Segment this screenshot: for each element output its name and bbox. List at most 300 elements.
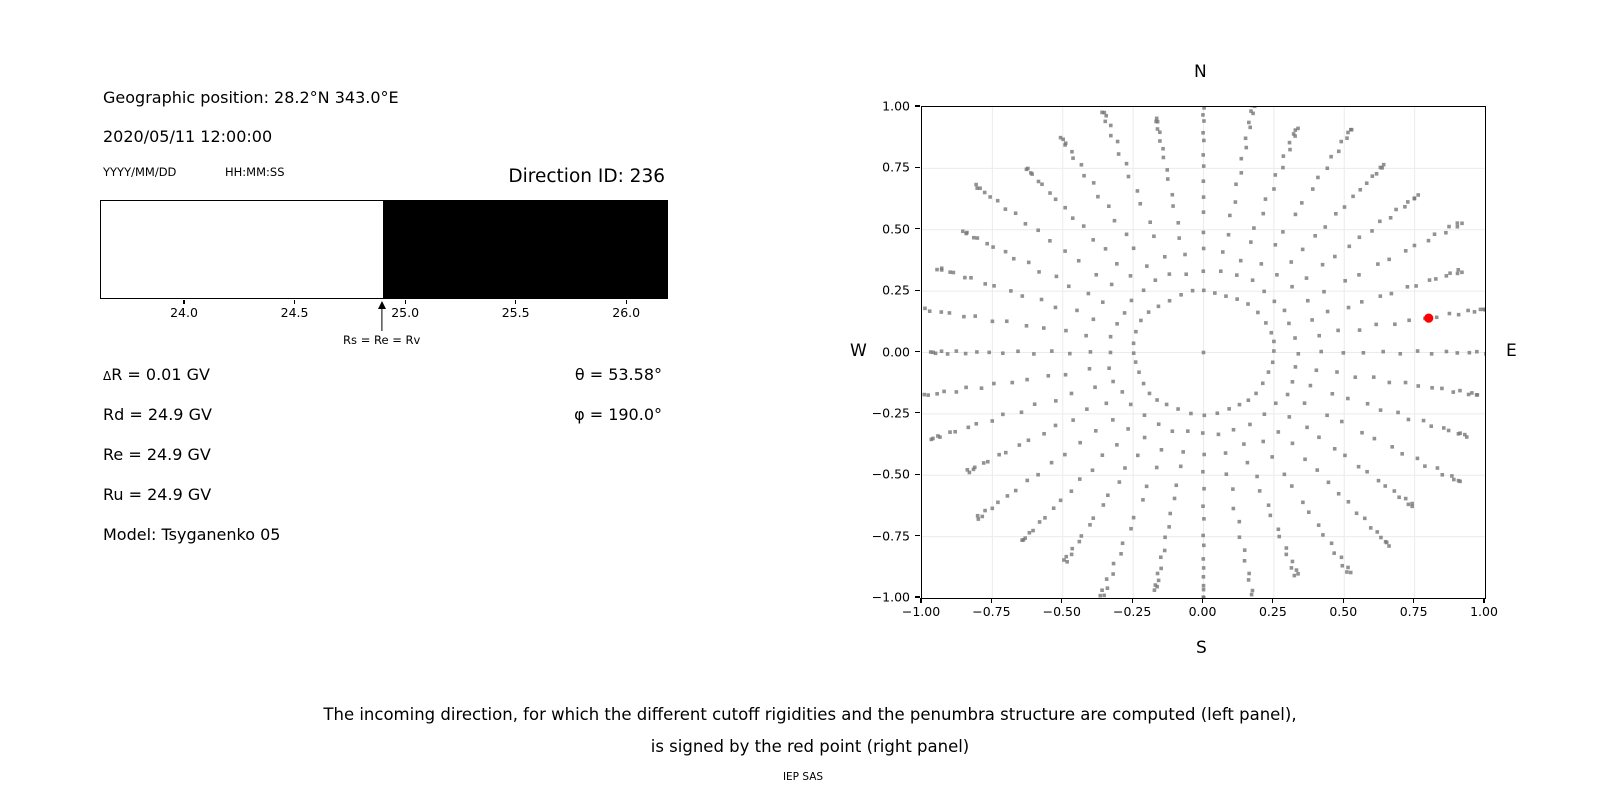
- penumbra-direction-dot: [1310, 318, 1314, 322]
- penumbra-direction-dot: [1244, 136, 1248, 140]
- penumbra-direction-dot: [1479, 308, 1483, 312]
- penumbra-direction-dot: [1174, 483, 1178, 487]
- penumbra-direction-dot: [1428, 278, 1432, 282]
- penumbra-direction-dot: [1288, 141, 1292, 145]
- y-tick-mark: [915, 596, 920, 597]
- penumbra-direction-dot: [1202, 139, 1206, 143]
- penumbra-direction-dot: [1202, 453, 1206, 457]
- penumbra-direction-dot: [1379, 294, 1383, 298]
- penumbra-direction-dot: [1109, 134, 1113, 138]
- penumbra-direction-dot: [1014, 211, 1018, 215]
- penumbra-direction-dot: [1416, 349, 1420, 353]
- penumbra-direction-dot: [1024, 222, 1028, 226]
- penumbra-direction-dot: [1381, 350, 1385, 354]
- penumbra-direction-dot: [1141, 498, 1145, 502]
- penumbra-direction-dot: [1112, 562, 1116, 566]
- penumbra-direction-dot: [1273, 300, 1277, 304]
- penumbra-direction-dot: [1005, 319, 1009, 323]
- penumbra-direction-dot: [1460, 270, 1464, 274]
- x-tick-label: −0.75: [972, 604, 1011, 619]
- penumbra-direction-dot: [1096, 195, 1100, 199]
- penumbra-direction-dot: [940, 349, 944, 353]
- penumbra-direction-dot: [967, 426, 971, 430]
- penumbra-direction-dot: [1373, 437, 1377, 441]
- penumbra-direction-dot: [1353, 375, 1357, 379]
- penumbra-direction-dot: [1078, 540, 1082, 544]
- penumbra-direction-dot: [983, 191, 987, 195]
- penumbra-direction-dot: [1092, 317, 1096, 321]
- direction-plot: [921, 106, 1486, 599]
- y-tick-label: −1.00: [871, 589, 910, 605]
- penumbra-direction-dot: [1272, 349, 1276, 353]
- penumbra-direction-dot: [1291, 380, 1295, 384]
- penumbra-direction-dot: [1396, 411, 1400, 415]
- penumbra-direction-dot: [1087, 292, 1091, 296]
- penumbra-direction-dot: [1243, 548, 1247, 552]
- penumbra-direction-dot: [1458, 431, 1462, 435]
- penumbra-direction-dot: [1376, 262, 1380, 266]
- penumbra-direction-dot: [1254, 392, 1258, 396]
- penumbra-direction-dot: [1264, 197, 1268, 201]
- penumbra-direction-dot: [1242, 442, 1246, 446]
- penumbra-direction-dot: [1001, 351, 1005, 355]
- penumbra-direction-dot: [1054, 306, 1058, 310]
- penumbra-direction-dot: [1036, 228, 1040, 232]
- penumbra-direction-dot: [1326, 310, 1330, 314]
- penumbra-direction-dot: [992, 382, 996, 386]
- penumbra-direction-dot: [1297, 352, 1301, 356]
- penumbra-direction-dot: [942, 390, 946, 394]
- penumbra-direction-dot: [1380, 166, 1384, 170]
- penumbra-direction-dot: [1107, 366, 1111, 370]
- penumbra-direction-dot: [1362, 351, 1366, 355]
- penumbra-direction-dot: [1289, 260, 1293, 264]
- penumbra-direction-dot: [1179, 293, 1183, 297]
- penumbra-direction-dot: [974, 183, 978, 187]
- penumbra-direction-dot: [1267, 503, 1271, 507]
- penumbra-direction-dot: [1100, 588, 1104, 592]
- penumbra-direction-dot: [1456, 225, 1460, 229]
- penumbra-direction-dot: [1048, 191, 1052, 195]
- penumbra-direction-dot: [1311, 187, 1315, 191]
- penumbra-direction-dot: [988, 195, 992, 199]
- penumbra-direction-dot: [1189, 412, 1193, 416]
- penumbra-direction-dot: [1001, 413, 1005, 417]
- bar-tick-label: 24.0: [170, 305, 198, 320]
- y-tick-label: 0.50: [882, 221, 910, 237]
- rd-value: Rd = 24.9 GV: [103, 405, 212, 424]
- penumbra-direction-dot: [1138, 202, 1142, 206]
- penumbra-direction-dot: [1145, 264, 1149, 268]
- penumbra-direction-dot: [1296, 572, 1300, 576]
- penumbra-direction-dot: [1054, 197, 1058, 201]
- penumbra-direction-dot: [1020, 538, 1024, 542]
- penumbra-direction-dot: [962, 315, 966, 319]
- penumbra-direction-dot: [1109, 335, 1113, 339]
- penumbra-direction-dot: [1440, 473, 1444, 477]
- penumbra-direction-dot: [1067, 284, 1071, 288]
- penumbra-direction-dot: [1433, 232, 1437, 236]
- penumbra-direction-dot: [1117, 152, 1121, 156]
- penumbra-direction-dot: [1136, 454, 1140, 458]
- penumbra-direction-dot: [1463, 433, 1467, 437]
- penumbra-direction-dot: [1062, 558, 1066, 562]
- x-tick-mark: [1061, 598, 1062, 603]
- penumbra-direction-dot: [1231, 487, 1235, 491]
- penumbra-direction-dot: [1107, 204, 1111, 208]
- penumbra-direction-dot: [1004, 207, 1008, 211]
- penumbra-direction-dot: [1142, 288, 1146, 292]
- penumbra-direction-dot: [991, 245, 995, 249]
- penumbra-direction-dot: [1307, 510, 1311, 514]
- penumbra-direction-dot: [1063, 206, 1067, 210]
- penumbra-direction-dot: [974, 422, 978, 426]
- penumbra-direction-dot: [1125, 233, 1129, 237]
- penumbra-direction-dot: [1168, 512, 1172, 516]
- penumbra-direction-dot: [1321, 533, 1325, 537]
- x-tick-label: 0.25: [1258, 604, 1287, 619]
- penumbra-direction-dot: [1294, 128, 1298, 132]
- penumbra-direction-dot: [1004, 250, 1008, 254]
- penumbra-direction-dot: [1202, 588, 1206, 592]
- penumbra-direction-dot: [1227, 233, 1231, 237]
- penumbra-direction-dot: [1082, 174, 1086, 178]
- penumbra-direction-dot: [1080, 534, 1084, 538]
- penumbra-direction-dot: [1445, 350, 1449, 354]
- penumbra-direction-dot: [1261, 440, 1265, 444]
- penumbra-direction-dot: [1156, 127, 1160, 131]
- penumbra-direction-dot: [1088, 523, 1092, 527]
- penumbra-direction-dot: [1347, 245, 1351, 249]
- penumbra-direction-dot: [1281, 166, 1285, 170]
- penumbra-direction-dot: [1201, 113, 1205, 117]
- penumbra-direction-dot: [1202, 179, 1206, 183]
- penumbra-direction-dot: [1042, 326, 1046, 330]
- penumbra-direction-dot: [964, 352, 968, 356]
- red-direction-point: [1424, 314, 1433, 323]
- penumbra-direction-dot: [977, 517, 981, 521]
- penumbra-direction-dot: [1422, 419, 1426, 423]
- phi-value: φ = 190.0°: [574, 405, 662, 424]
- penumbra-direction-dot: [940, 266, 944, 270]
- penumbra-direction-dot: [936, 434, 940, 438]
- penumbra-direction-dot: [1457, 479, 1461, 483]
- penumbra-direction-dot: [1202, 517, 1206, 521]
- penumbra-direction-dot: [1343, 279, 1347, 283]
- penumbra-direction-dot: [1303, 457, 1307, 461]
- x-tick-label: −0.25: [1112, 604, 1152, 619]
- bar-tick-label: 26.0: [612, 305, 641, 320]
- penumbra-direction-dot: [1064, 555, 1068, 559]
- penumbra-direction-dot: [1456, 268, 1460, 272]
- penumbra-direction-dot: [1379, 408, 1383, 412]
- penumbra-bar: [100, 200, 668, 299]
- penumbra-direction-dot: [1163, 549, 1167, 553]
- penumbra-direction-dot: [1407, 318, 1411, 322]
- penumbra-direction-dot: [1098, 594, 1102, 598]
- penumbra-direction-dot: [1385, 541, 1389, 545]
- penumbra-direction-dot: [1283, 473, 1287, 477]
- penumbra-direction-dot: [1084, 334, 1088, 338]
- penumbra-direction-dot: [1014, 489, 1018, 493]
- x-tick-label: −1.00: [901, 604, 941, 619]
- penumbra-direction-dot: [1201, 431, 1205, 435]
- penumbra-direction-dot: [1375, 530, 1379, 534]
- penumbra-direction-dot: [1274, 401, 1278, 405]
- penumbra-direction-dot: [1102, 594, 1106, 598]
- penumbra-direction-dot: [1271, 360, 1275, 364]
- penumbra-direction-dot: [1293, 574, 1297, 578]
- penumbra-direction-dot: [980, 386, 984, 390]
- penumbra-direction-dot: [1475, 350, 1479, 354]
- penumbra-direction-dot: [1106, 586, 1110, 590]
- penumbra-direction-dot: [1316, 176, 1320, 180]
- penumbra-direction-dot: [1202, 231, 1206, 235]
- penumbra-direction-dot: [1162, 156, 1166, 160]
- penumbra-direction-dot: [1342, 351, 1346, 355]
- x-tick-mark: [991, 598, 992, 603]
- penumbra-direction-dot: [1388, 381, 1392, 385]
- penumbra-direction-dot: [1184, 272, 1188, 276]
- bar-tick-mark: [405, 300, 406, 304]
- penumbra-direction-dot: [1272, 340, 1276, 344]
- penumbra-direction-dot: [1285, 546, 1289, 550]
- penumbra-direction-dot: [1346, 397, 1350, 401]
- penumbra-direction-dot: [964, 232, 968, 236]
- penumbra-direction-dot: [1451, 390, 1455, 394]
- penumbra-direction-dot: [1407, 503, 1411, 507]
- penumbra-direction-dot: [1327, 481, 1331, 485]
- penumbra-direction-dot: [1111, 418, 1115, 422]
- time-format-label: HH:MM:SS: [225, 165, 285, 179]
- penumbra-direction-dot: [1037, 180, 1041, 184]
- penumbra-direction-dot: [926, 393, 930, 397]
- penumbra-direction-dot: [1105, 577, 1109, 581]
- penumbra-direction-dot: [1387, 544, 1391, 548]
- re-value: Re = 24.9 GV: [103, 445, 211, 464]
- penumbra-direction-dot: [1387, 258, 1391, 262]
- penumbra-direction-dot: [1261, 381, 1265, 385]
- penumbra-direction-dot: [1375, 172, 1379, 176]
- penumbra-direction-dot: [1270, 455, 1274, 459]
- x-tick-label: −0.50: [1042, 604, 1081, 619]
- penumbra-direction-dot: [1221, 250, 1225, 254]
- penumbra-direction-dot: [1315, 468, 1319, 472]
- penumbra-direction-dot: [1323, 225, 1327, 229]
- penumbra-direction-dot: [1277, 430, 1281, 434]
- y-tick-label: 0.00: [882, 344, 910, 359]
- penumbra-direction-dot: [1444, 231, 1448, 235]
- penumbra-direction-dot: [1291, 442, 1295, 446]
- penumbra-direction-dot: [935, 392, 939, 396]
- penumbra-direction-dot: [985, 242, 989, 246]
- x-tick-label: 1.00: [1470, 604, 1498, 619]
- penumbra-direction-dot: [1416, 457, 1420, 461]
- penumbra-direction-dot: [1249, 109, 1253, 113]
- penumbra-direction-dot: [1092, 181, 1096, 185]
- penumbra-direction-dot: [1012, 257, 1016, 261]
- penumbra-direction-dot: [1398, 352, 1402, 356]
- penumbra-direction-dot: [1309, 384, 1313, 388]
- penumbra-direction-dot: [1256, 311, 1260, 315]
- y-tick-mark: [915, 105, 920, 106]
- penumbra-direction-dot: [1202, 575, 1206, 579]
- y-tick-label: −0.50: [871, 466, 910, 482]
- penumbra-direction-dot: [1351, 195, 1355, 199]
- penumbra-direction-dot: [1078, 441, 1082, 445]
- penumbra-direction-dot: [1458, 389, 1462, 393]
- y-tick-label: −0.25: [871, 405, 910, 421]
- penumbra-direction-dot: [1333, 255, 1337, 259]
- penumbra-direction-dot: [1130, 299, 1134, 303]
- x-tick-label: 0.75: [1399, 604, 1428, 619]
- penumbra-direction-dot: [1111, 380, 1115, 384]
- penumbra-direction-dot: [1026, 167, 1030, 171]
- penumbra-direction-dot: [1165, 168, 1169, 172]
- penumbra-direction-dot: [1077, 259, 1081, 263]
- penumbra-direction-dot: [1303, 401, 1307, 405]
- penumbra-direction-dot: [1282, 154, 1286, 158]
- penumbra-direction-dot: [1286, 393, 1290, 397]
- penumbra-direction-dot: [1179, 465, 1183, 469]
- penumbra-direction-dot: [931, 437, 935, 441]
- penumbra-direction-dot: [1467, 393, 1471, 397]
- penumbra-direction-dot: [1292, 132, 1296, 136]
- penumbra-direction-dot: [1269, 514, 1273, 518]
- penumbra-direction-dot: [1261, 212, 1265, 216]
- penumbra-direction-dot: [1343, 205, 1347, 209]
- x-tick-mark: [1132, 598, 1133, 603]
- penumbra-direction-dot: [923, 307, 927, 311]
- penumbra-direction-dot: [1246, 302, 1250, 306]
- penumbra-direction-dot: [1202, 107, 1206, 110]
- penumbra-direction-dot: [1407, 418, 1411, 422]
- credit-text: IEP SAS: [782, 771, 824, 783]
- penumbra-direction-dot: [1159, 567, 1163, 571]
- penumbra-direction-dot: [1104, 247, 1108, 251]
- penumbra-direction-dot: [1025, 378, 1029, 382]
- penumbra-direction-dot: [1264, 321, 1268, 325]
- penumbra-direction-dot: [1232, 507, 1236, 511]
- penumbra-direction-dot: [1153, 588, 1157, 592]
- penumbra-direction-dot: [1202, 247, 1206, 251]
- penumbra-direction-dot: [1040, 298, 1044, 302]
- penumbra-direction-dot: [1157, 305, 1161, 309]
- penumbra-direction-dot: [1027, 438, 1031, 442]
- penumbra-direction-dot: [1166, 177, 1170, 181]
- penumbra-direction-dot: [1091, 238, 1095, 242]
- x-tick-mark: [920, 598, 921, 603]
- penumbra-direction-dot: [1468, 351, 1472, 355]
- cutoff-arrow-shaft: [381, 308, 382, 331]
- penumbra-direction-dot: [1244, 146, 1248, 150]
- penumbra-direction-dot: [1455, 351, 1459, 355]
- caption-line-2: is signed by the red point (right panel): [650, 737, 970, 756]
- penumbra-direction-dot: [1224, 294, 1228, 298]
- penumbra-direction-dot: [1450, 474, 1454, 478]
- penumbra-direction-dot: [1075, 309, 1079, 313]
- penumbra-direction-dot: [1372, 375, 1376, 379]
- penumbra-direction-dot: [1448, 312, 1452, 316]
- penumbra-direction-dot: [1176, 407, 1180, 411]
- penumbra-direction-dot: [1050, 461, 1054, 465]
- east-label: E: [1506, 341, 1517, 361]
- penumbra-direction-dot: [990, 419, 994, 423]
- penumbra-direction-dot: [996, 501, 1000, 505]
- penumbra-direction-dot: [1400, 452, 1404, 456]
- penumbra-direction-dot: [1440, 387, 1444, 391]
- penumbra-direction-dot: [1085, 407, 1089, 411]
- penumbra-direction-dot: [963, 276, 967, 280]
- x-tick-mark: [1202, 598, 1203, 603]
- penumbra-direction-dot: [1237, 520, 1241, 524]
- penumbra-direction-dot: [1263, 412, 1267, 416]
- datetime-text: 2020/05/11 12:00:00: [103, 127, 273, 146]
- penumbra-direction-dot: [1317, 435, 1321, 439]
- penumbra-direction-dot: [1054, 399, 1058, 403]
- penumbra-direction-dot: [1163, 535, 1167, 539]
- penumbra-direction-dot: [1165, 403, 1169, 407]
- penumbra-direction-dot: [1305, 276, 1309, 280]
- penumbra-direction-dot: [1129, 274, 1133, 278]
- penumbra-direction-dot: [997, 453, 1001, 457]
- penumbra-direction-dot: [1168, 299, 1172, 303]
- bar-tick-mark: [294, 300, 295, 304]
- penumbra-direction-dot: [1349, 128, 1353, 132]
- penumbra-direction-dot: [1277, 527, 1281, 531]
- penumbra-direction-dot: [1036, 473, 1040, 477]
- penumbra-direction-dot: [1234, 200, 1238, 204]
- penumbra-direction-dot: [948, 270, 952, 274]
- penumbra-direction-dot: [1103, 111, 1107, 115]
- penumbra-direction-dot: [1274, 173, 1278, 177]
- penumbra-direction-dot: [1228, 214, 1232, 218]
- penumbra-direction-dot: [1340, 564, 1344, 568]
- penumbra-direction-dot: [1071, 156, 1075, 160]
- penumbra-direction-dot: [955, 349, 959, 353]
- y-tick-mark: [915, 351, 920, 352]
- penumbra-direction-dot: [1040, 182, 1044, 186]
- penumbra-direction-dot: [1363, 517, 1367, 521]
- penumbra-direction-dot: [1078, 477, 1082, 481]
- x-tick-label: 0.00: [1188, 604, 1217, 619]
- penumbra-direction-dot: [1252, 226, 1256, 230]
- penumbra-direction-dot: [1445, 274, 1449, 278]
- penumbra-direction-dot: [1346, 566, 1350, 570]
- penumbra-direction-dot: [1116, 140, 1120, 144]
- penumbra-direction-dot: [968, 471, 972, 475]
- penumbra-direction-dot: [1365, 470, 1369, 474]
- penumbra-direction-dot: [1227, 407, 1231, 411]
- penumbra-direction-dot: [1047, 374, 1051, 378]
- penumbra-direction-dot: [1161, 147, 1165, 151]
- penumbra-direction-dot: [1389, 216, 1393, 220]
- penumbra-direction-dot: [1101, 453, 1105, 457]
- penumbra-direction-dot: [1219, 269, 1223, 273]
- penumbra-direction-dot: [1129, 403, 1133, 407]
- delta-r-rest: R = 0.01 GV: [111, 365, 210, 384]
- delta-r-value: [103, 365, 210, 386]
- penumbra-direction-dot: [1202, 119, 1206, 123]
- y-tick-label: 1.00: [882, 98, 910, 114]
- y-tick-label: −0.75: [871, 528, 910, 544]
- penumbra-direction-dot: [1393, 489, 1397, 493]
- penumbra-direction-dot: [1255, 475, 1259, 479]
- penumbra-direction-dot: [1239, 171, 1243, 175]
- penumbra-direction-dot: [1055, 275, 1059, 279]
- penumbra-direction-dot: [1360, 431, 1364, 435]
- penumbra-direction-dot: [1136, 189, 1140, 193]
